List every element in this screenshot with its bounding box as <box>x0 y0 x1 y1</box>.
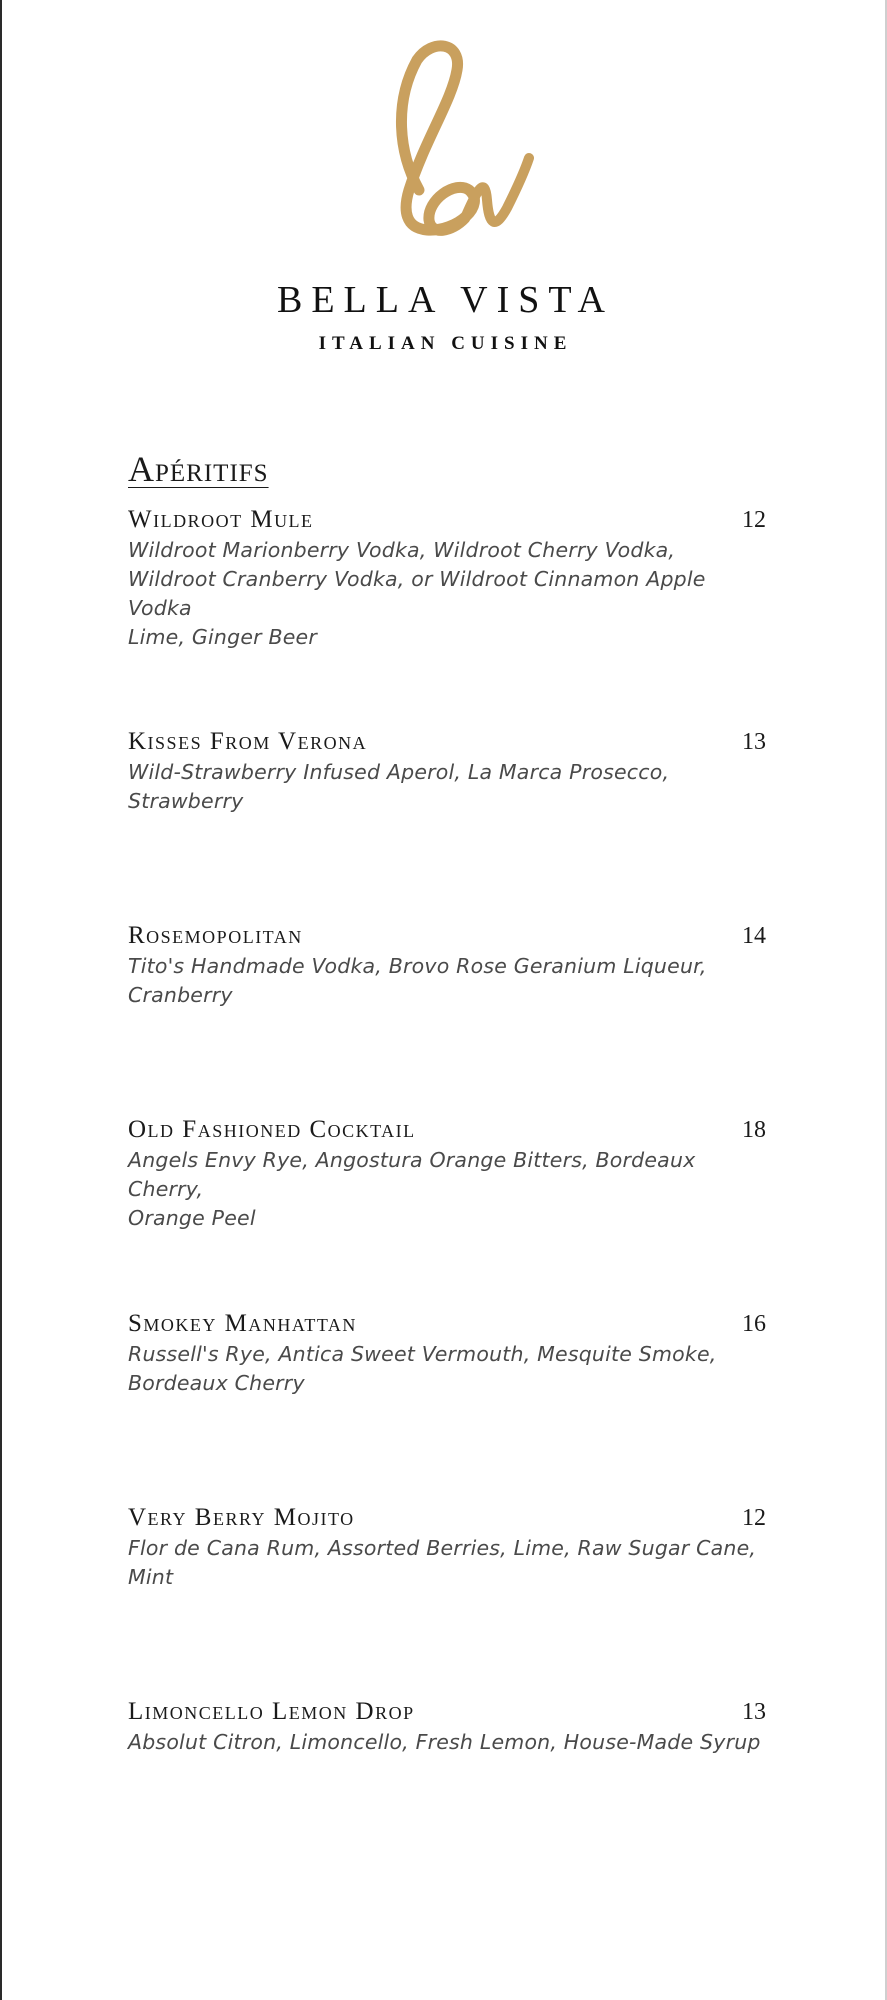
item-description-line: Wildroot Cranberry Vodka, or Wildroot Cinnamon Apple Vodka <box>128 567 706 620</box>
item-description <box>128 952 766 1010</box>
item-price: 12 <box>742 1505 766 1531</box>
item-description-line: Tito's Handmade Vodka, Brovo Rose Geranium Liqueur, <box>128 954 707 978</box>
item-description <box>128 1728 766 1757</box>
item-name: Limoncello Lemon Drop <box>128 1698 415 1725</box>
menu-item <box>128 506 766 652</box>
item-name: Very Berry Mojito <box>128 1504 355 1531</box>
menu-item <box>128 1698 766 1757</box>
menu-item <box>128 1116 766 1233</box>
item-description-line: Wildroot Marionberry Vodka, Wildroot Cherry Vodka, <box>128 538 676 562</box>
item-name: Rosemopolitan <box>128 922 303 949</box>
item-description-line: Bordeaux Cherry <box>128 1371 305 1395</box>
item-description <box>128 1146 766 1233</box>
item-description <box>128 758 766 816</box>
item-description-line: Mint <box>128 1565 174 1589</box>
item-price: 13 <box>742 1699 766 1725</box>
item-price: 18 <box>742 1117 766 1143</box>
bv-monogram-icon <box>357 40 537 250</box>
item-name: Wildroot Mule <box>128 506 314 533</box>
item-description-line: Cranberry <box>128 983 233 1007</box>
item-description-line: Lime, Ginger Beer <box>128 625 317 649</box>
item-description <box>128 1340 766 1398</box>
menu-item <box>128 728 766 816</box>
item-description-line: Strawberry <box>128 789 244 813</box>
menu-item <box>128 1310 766 1398</box>
brand-name: BELLA VISTA <box>277 279 614 321</box>
item-description-line: Angels Envy Rye, Angostura Orange Bitters, Bordeaux Cherry, <box>128 1148 696 1201</box>
menu-item <box>128 1504 766 1592</box>
item-description-line: Wild-Strawberry Infused Aperol, La Marca Prosecco, <box>128 760 670 784</box>
item-description-line: Absolut Citron, Limoncello, Fresh Lemon, House-Made Syrup <box>128 1730 761 1754</box>
item-name: Old Fashioned Cocktail <box>128 1116 416 1143</box>
item-description-line: Flor de Cana Rum, Assorted Berries, Lime, Raw Sugar Cane, <box>128 1536 757 1560</box>
item-name: Smokey Manhattan <box>128 1310 357 1337</box>
item-description-line: Russell's Rye, Antica Sweet Vermouth, Mesquite Smoke, <box>128 1342 717 1366</box>
item-description-line: Orange Peel <box>128 1206 256 1230</box>
item-price: 12 <box>742 507 766 533</box>
item-price: 13 <box>742 729 766 755</box>
item-name: Kisses From Verona <box>128 728 368 755</box>
menu-item <box>128 922 766 1010</box>
item-price: 16 <box>742 1311 766 1337</box>
section-title: Apéritifs <box>128 449 269 489</box>
brand-subtitle: ITALIAN CUISINE <box>318 333 573 354</box>
item-description <box>128 536 766 652</box>
item-description <box>128 1534 766 1592</box>
item-price: 14 <box>742 923 766 949</box>
